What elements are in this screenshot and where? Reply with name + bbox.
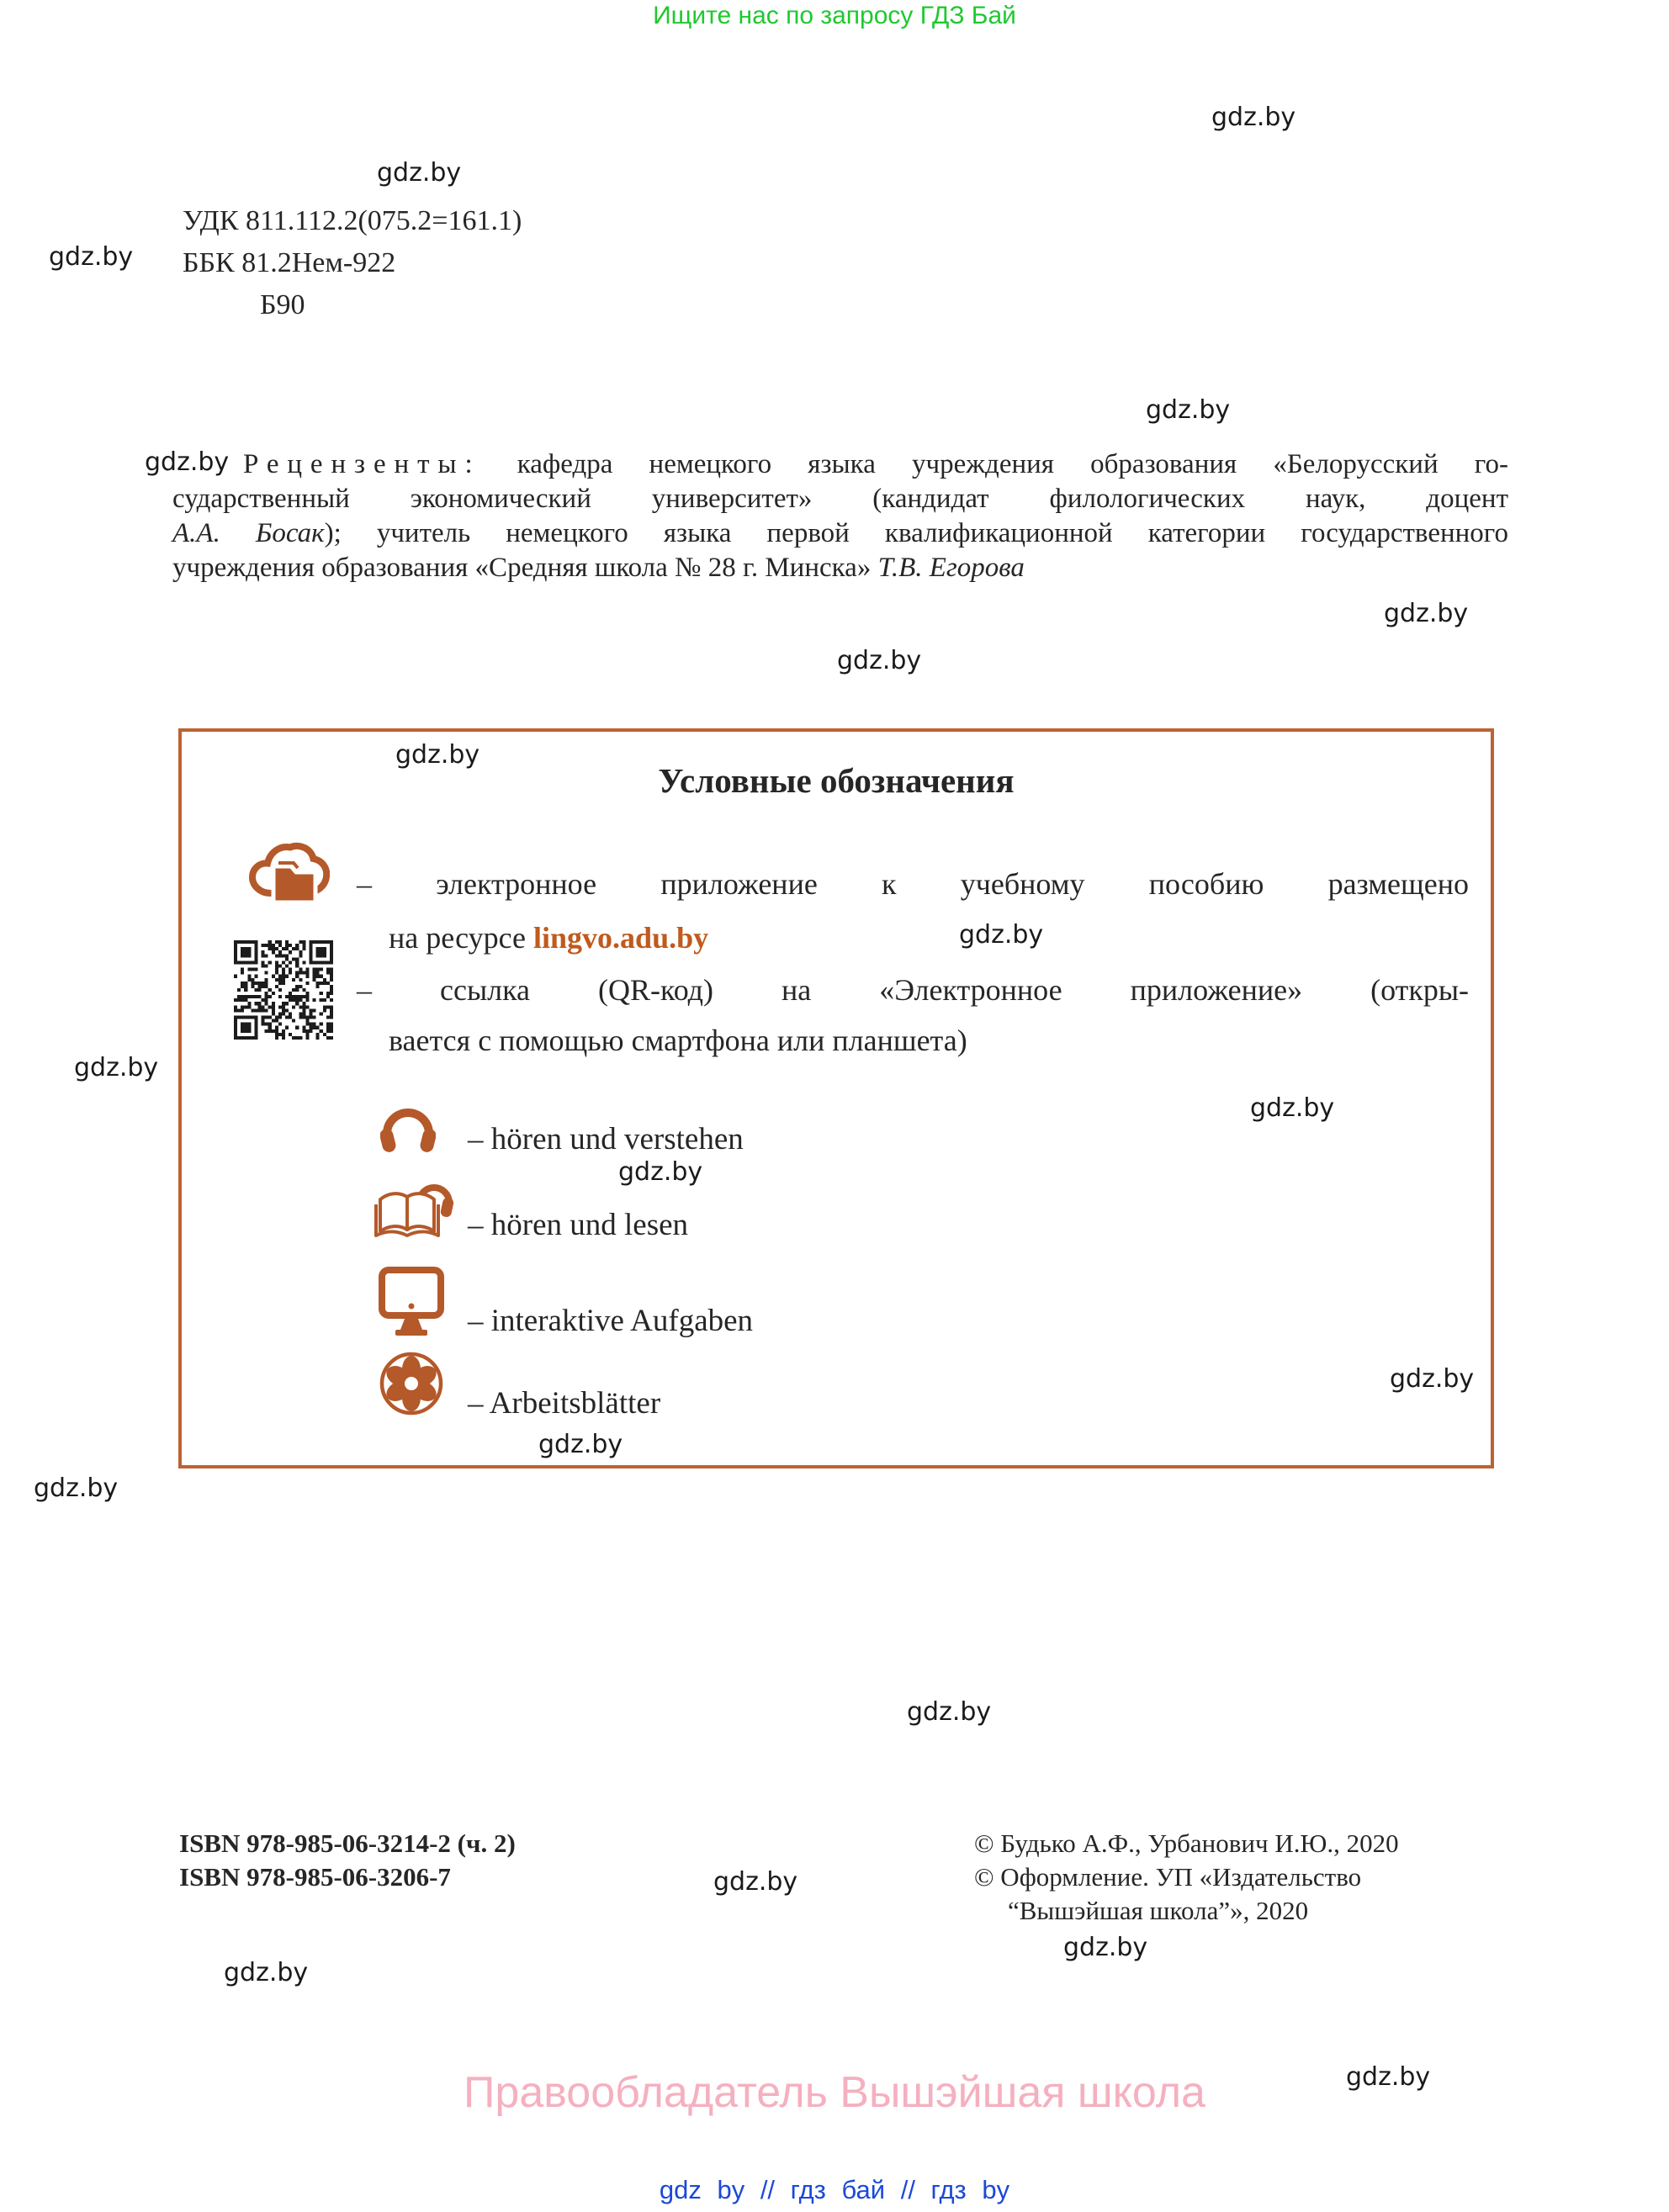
copyright-publisher: “Вышэйшая школа”», 2020 [1008,1896,1309,1925]
lingvo-link: lingvo.adu.by [533,921,709,955]
gdz-watermark: gdz.by [1346,2062,1431,2092]
bibliographic-block [183,200,522,326]
book-headphones-icon [374,1172,458,1246]
gdz-watermark: gdz.by [713,1867,798,1897]
copyright-design: © Оформление. УП «Издательство [974,1862,1362,1892]
legend-title: Условные обозначения [658,761,1015,800]
legend-item-text: – ссылка (QR-код) на «Электронное приложение» (откры- [357,973,1469,1007]
copyright-authors: © Будько А.Ф., Урбанович И.Ю., 2020 [974,1828,1399,1858]
copyright-block [974,1827,1399,1928]
reviewers-paragraph [172,447,1508,585]
qr-code [234,940,333,1040]
gdz-watermark: gdz.by [1384,599,1469,628]
reviewers-text: учреждения образования «Средняя школа № 28 г. Минска» [172,553,878,583]
gdz-watermark: gdz.by [1390,1364,1475,1394]
legend-item-text: вается с помощью смартфона или планшета) [389,1024,967,1057]
gdz-watermark: gdz.by [538,1430,623,1459]
gdz-watermark: gdz.by [74,1053,159,1082]
gdz-watermark: gdz.by [377,158,462,188]
gdz-watermark: gdz.by [395,740,480,770]
reviewers-text: кафедра немецкого языка учреждения образования «Белорусский го- [480,449,1508,479]
legend-item-text: – hören und verstehen [468,1122,744,1156]
gdz-watermark: gdz.by [1211,103,1296,132]
author-mark: Б90 [260,289,305,320]
gdz-watermark: gdz.by [1063,1933,1148,1962]
isbn-block [179,1827,516,1894]
gdz-watermark: gdz.by [1250,1093,1335,1123]
gdz-watermark: gdz.by [49,242,134,272]
gdz-watermark: gdz.by [224,1958,309,1987]
legend-item-text [389,918,708,957]
reviewers-label: Рецензенты: [243,449,481,479]
gdz-watermark: gdz.by [959,920,1044,950]
isbn-line-2: ISBN 978-985-06-3206-7 [179,1862,451,1892]
reviewers-line-3 [172,516,1508,551]
cloud-folder-icon [249,841,330,913]
bbk-code: ББК 81.2Нем-922 [183,247,396,278]
gdz-watermark: gdz.by [837,646,922,675]
legend-item-text: – электронное приложение к учебному пособию размещено [357,867,1469,901]
gdz-watermark: gdz.by [618,1157,703,1187]
reviewer-name: А.А. Босак [172,518,325,548]
isbn-line-1: ISBN 978-985-06-3214-2 (ч. 2) [179,1828,516,1858]
gdz-watermark: gdz.by [907,1697,992,1727]
gdz-watermark: gdz.by [34,1474,119,1503]
reviewers-line-2: сударственный экономический университет» (кандидат филологических наук, доцент [172,484,1508,514]
monitor-icon [379,1267,444,1341]
reviewers-line-4 [172,551,1508,585]
headphones-icon [380,1093,436,1159]
udk-code: УДК 811.112.2(075.2=161.1) [183,205,522,236]
footer-links: gdz by // гдз бай // гдз by [659,2175,1010,2204]
gdz-watermark: gdz.by [1146,395,1231,425]
legend-item-text: на ресурсе [389,921,534,955]
legend-item-text: – hören und lesen [468,1208,689,1242]
reviewer-name: Т.В. Егорова [877,553,1025,583]
reviewers-line-1 [172,447,1508,482]
rights-holder-banner: Правообладатель Вышэйшая школа [464,2068,1205,2117]
legend-item-text: – interaktive Aufgaben [468,1304,754,1338]
flower-icon [379,1349,444,1418]
gdz-watermark: gdz.by [145,447,230,477]
promo-banner: Ищите нас по запросу ГДЗ Бай [653,2,1016,29]
legend-item-text: – Arbeitsblätter [468,1386,661,1421]
reviewers-text: ); учитель немецкого языка первой квалификационной категории государственного [324,518,1508,548]
